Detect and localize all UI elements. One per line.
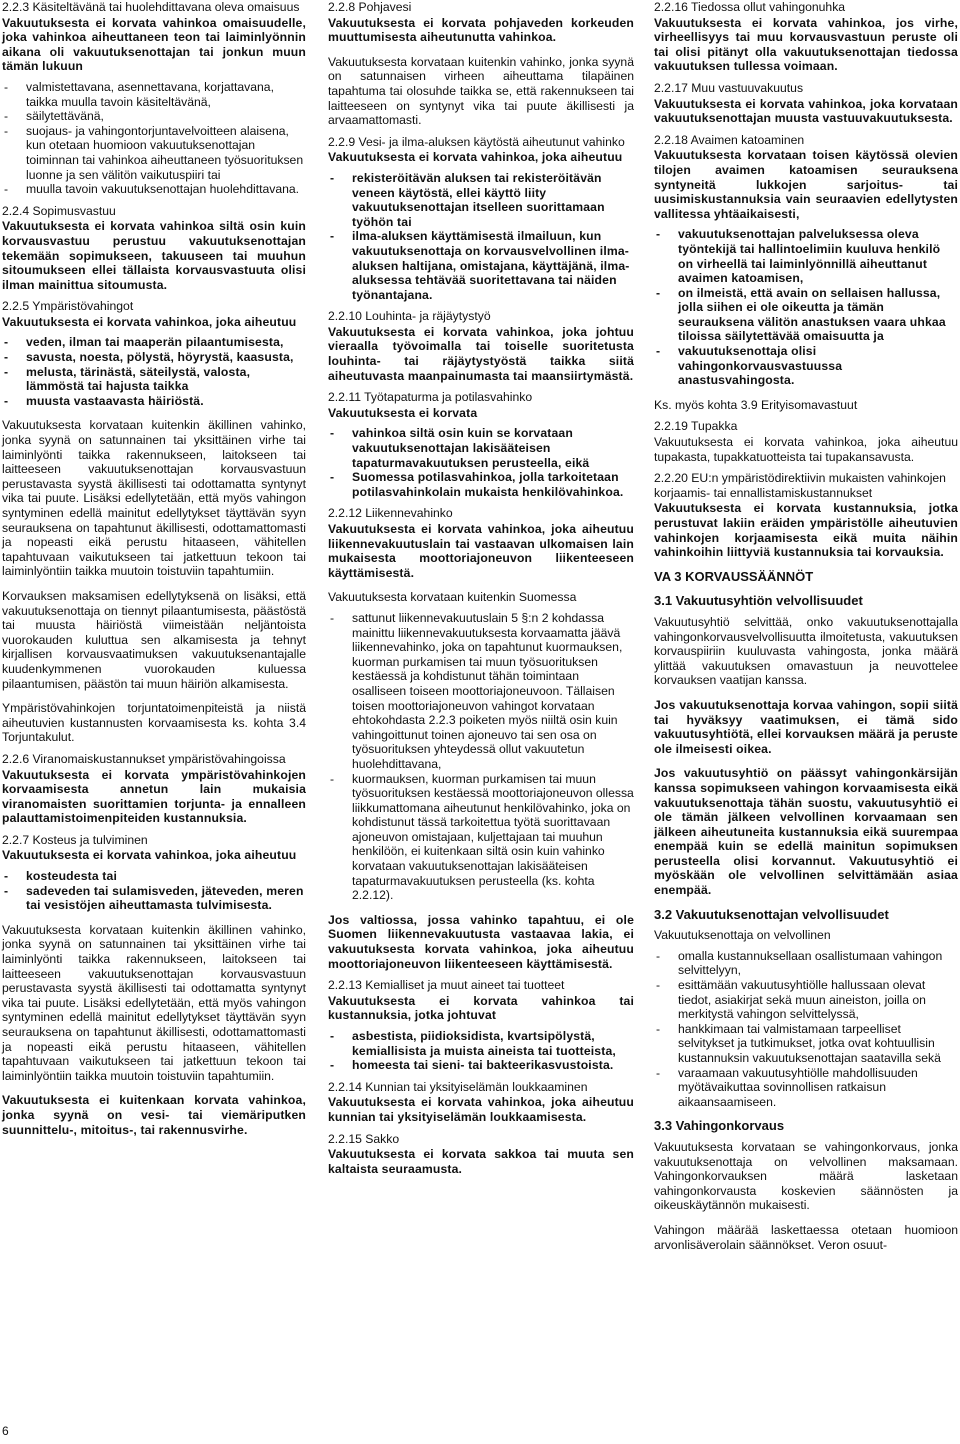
section-heading-3-3: 3.3 Vahingonkorvaus [654, 1118, 785, 1134]
paragraph: Vakuutuksesta ei korvata vahinkoa, joka aiheutuu kunnian tai yksityiselämän loukkaamisesta. [328, 1095, 634, 1124]
list-item: - kosteudesta tai [2, 869, 306, 884]
list-2-2-13 [328, 1029, 634, 1073]
list-2-2-3 [2, 80, 306, 197]
list-item: - savusta, noesta, pölystä, höyrystä, kaasusta, [2, 350, 306, 365]
list-item: - suojaus- ja vahingontorjuntavelvoitteen alaisena, kun otetaan huomioon vakuutuksenottajan toiminnan tai vahinkoa aiheuttaneen työsuorituksen luonne ja sen välitön vaikutuspiiri tai [2, 124, 306, 182]
paragraph: Vakuutuksenottaja on velvollinen [654, 928, 831, 943]
list-item: - omalla kustannuksellaan osallistumaan vahingon selvittelyyn, [654, 949, 958, 978]
section-heading-2-2-11: 2.2.11 Työtapaturma ja potilasvahinko [328, 390, 533, 405]
list-item: - veden, ilman tai maaperän pilaantumisesta, [2, 335, 306, 350]
section-heading-2-2-20: 2.2.20 EU:n ympäristödirektiivin mukaisten vahinkojen korjaamis- tai ennallistamiskustannukset [654, 471, 946, 500]
paragraph: Jos valtiossa, jossa vahinko tapahtuu, ei ole Suomen liikennevakuutusta vastaavaa lakia, ei vakuutuksesta korvata vahinkoa, joka aiheutuu moottoriajoneuvon liikenteeseen käyttämisestä. [328, 912, 634, 971]
section-heading-2-2-17: 2.2.17 Muu vastuuvakuutus [654, 80, 804, 95]
section-heading-2-2-9: 2.2.9 Vesi- ja ilma-aluksen käytöstä aiheutunut vahinko [328, 134, 625, 149]
list-item: - säilytettävänä, [2, 109, 306, 124]
paragraph: Vakuutuksesta ei kuitenkaan korvata vahinkoa, jonka syynä on vesi- tai viemäriputken suunnittelu-, mitoitus-, tai rakennusvirhe. [2, 1093, 306, 1137]
paragraph: Vakuutuksesta ei korvata vahinkoa, joka aiheutuu [328, 150, 623, 165]
column-1 [2, 0, 306, 1143]
section-heading-3-1: 3.1 Vakuutusyhtiön velvollisuudet [654, 593, 863, 609]
list-2-2-11 [328, 426, 634, 499]
list-2-2-9 [328, 171, 634, 302]
paragraph: Vakuutuksesta ei korvata vahinkoa, joka aiheutuu tupakasta, tupakkatuotteista tai tupakansavusta. [654, 435, 958, 464]
list-item: - Suomessa potilasvahinkoa, jolla tarkoitetaan potilasvahinkolain mukaista henkilövahinkoa. [328, 470, 634, 499]
section-heading-2-2-14: 2.2.14 Kunnian tai yksityiselämän loukkaaminen [328, 1079, 588, 1094]
list-item: - valmistettavana, asennettavana, korjattavana, taikka muulla tavoin käsiteltävänä, [2, 80, 306, 109]
list-item: - rekisteröitävän aluksen tai rekisteröitävän veneen käytöstä, ellei käyttö liity vakuutuksenottajan itselleen suorittamaan työhön tai [328, 171, 634, 229]
list-item: - ilma-aluksen käyttämisestä ilmailuun, kun vakuutuksenottaja on korvausvelvollinen ilma-aluksen haltijana, omistajana, käyttäjänä, ilma-aluksessa tehtävää suoritettavana tai näiden työnantajana. [328, 229, 634, 302]
paragraph: Vakuutuksesta ei korvata vahinkoa, joka aiheutuu [2, 314, 297, 329]
paragraph: Vakuutusyhtiö selvittää, onko vakuutuksenottajalla vahingonkorvausvelvollisuutta ilmoitetusta, vakuutuksen korvauspiiriin kuuluvasta vahingosta, jonka määrä ylittää vakuutuksen omavastuun ja neuvottelee korvauksen vaatijan kanssa. [654, 614, 958, 688]
section-heading-2-2-15: 2.2.15 Sakko [328, 1131, 400, 1146]
list-item: - vakuutuksenottaja olisi vahingonkorvausvastuussa anastusvahingosta. [654, 344, 958, 388]
paragraph: Ympäristövahinkojen torjuntatoimenpiteistä ja niistä aiheutuvien kustannusten korvaamisesta ks. kohta 3.4 Torjuntakulut. [2, 701, 306, 745]
section-heading-2-2-16: 2.2.16 Tiedossa ollut vahingonuhka [654, 0, 846, 14]
list-item: - asbestista, piidioksidista, kvartsipölystä, kemiallisista ja muista aineista tai tuotteista, [328, 1029, 634, 1058]
list-item: - on ilmeistä, että avain on sellaisen hallussa, jolla siihen ei ole oikeutta ja tämän seurauksena välitön anastuksen vaara uhkaa tiloissa säilytettävää omaisuutta ja [654, 286, 958, 344]
list-item: - muusta vastaavasta häiriöstä. [2, 394, 306, 409]
paragraph: Vakuutuksesta korvataan kuitenkin vahinko, jonka syynä on satunnaisen virheen aiheuttama tilapäinen tapahtuma tai olosuhde taikka se, että rakennukseen tai laitteeseen on syntynyt vika tai puute äkillisesti ja arvaamattomasti. [328, 54, 634, 128]
paragraph: Vakuutuksesta ei korvata vahinkoa, joka johtuu vieraalla työvoimalla tai toiselle suoritetusta louhinta- tai räjäytystyöstä taikka siitä aiheutuvasta maanpainumasta tai maansiirtymästä. [328, 324, 634, 383]
paragraph: Jos vakuutusyhtiö on päässyt vahingonkärsijän kanssa sopimukseen vahingon korvaamisesta eikä vakuutuksenottaja tähän suostu, vakuutusyhtiö ei ole tämän jälkeen velvollinen korvaamaan sen jälkeen aiheutuneita kustannuksia eikä suurempaa enempää kuin se edellä mainitun sopimuksen perusteella olisi korvannut. Vakuutusyhtiö ei myöskään ole velvollinen selvittämään asiaa enempää. [654, 766, 958, 898]
list-item: - melusta, tärinästä, säteilystä, valosta, lämmöstä tai hajusta taikka [2, 365, 306, 394]
list-item: - homeesta tai sieni- tai bakteerikasvustoista. [328, 1058, 634, 1073]
paragraph: Vakuutuksesta ei korvata vahinkoa siltä osin kuin korvausvastuu perustuu vakuutuksenottajan tekemään sopimukseen, takuuseen tai muuhun sitoumukseen ellei tällaista korvausvastuuta olisi ilman mainittua sitoumusta. [2, 219, 306, 292]
paragraph: Vakuutuksesta ei korvata vahinkoa omaisuudelle, joka vahinkoa aiheuttaneen teon tai laiminlyönnin aikana oli vakuutuksenottajan tai jonkun muun tämän lukuun [2, 15, 306, 74]
list-item: - kuormauksen, kuorman purkamisen tai muun työsuorituksen kestäessä moottoriajoneuvon ollessa liikkumattomana aiheutunut henkilövahinko, joka on kohdistunut tässä tarkoitettua työtä suorittavaan ajoneuvon omistajaan, kuljettajaan tai muuhun henkilöön, ei kuitenkaan siltä osin kuin vahinko korvataan vakuutuksenottajan lakisääteisen tapaturmavakuutuksen perusteella (ks. kohta 2.2.12). [328, 772, 634, 903]
paragraph: Vakuutuksesta ei korvata sakkoa tai muuta sen kaltaista seuraamusta. [328, 1147, 634, 1176]
section-heading-2-2-12: 2.2.12 Liikennevahinko [328, 506, 453, 521]
section-heading-2-2-4: 2.2.4 Sopimusvastuu [2, 203, 116, 218]
paragraph: Ks. myös kohta 3.9 Erityisomavastuut [654, 397, 858, 412]
section-heading-2-2-6: 2.2.6 Viranomaiskustannukset ympäristövahingoissa [2, 751, 286, 766]
paragraph: Vakuutuksesta korvataan kuitenkin äkillinen vahinko, jonka syynä on satunnainen tai yksittäinen virhe tai laiminlyönti taikka rakennukseen, laitokseen tai laitteeseen vakuutuksenottajan korvausvastuun perustavasta syystä äkillisesti tai odottamatta syntynyt vika tai puute. Lisäksi edellytetään, että myös vahingon syntyminen edellä mainitut edellytykset täyttävän syyn seurauksena on tapahtunut äkillisesti, odottamattomasti ja nopeasti eikä perustu hitaaseen, vähitellen tapahtuvaan vaikutukseen tai jatkettuun tekoon tai laiminlyöntiin taikka muutoin toistuviin tapahtumiin. [2, 922, 306, 1083]
list-3-2 [654, 949, 958, 1110]
list-item: - muulla tavoin vakuutuksenottajan huolehdittavana. [2, 182, 306, 197]
paragraph: Vahingon määrää laskettaessa otetaan huomioon arvonlisäverolain säännökset. Veron osuut- [654, 1222, 958, 1252]
list-2-2-7 [2, 869, 306, 913]
paragraph: Vakuutuksesta ei korvata vahinkoa, joka aiheutuu [2, 848, 297, 863]
paragraph: Vakuutuksesta korvataan kuitenkin äkillinen vahinko, jonka syynä on satunnainen tai yksittäinen virhe tai laiminlyönti taikka rakennukseen, laitokseen tai laitteeseen vakuutuksenottajan korvausvastuun perustavasta syystä äkillisesti tai odottamatta syntynyt vika tai puute. Lisäksi edellytetään, että myös vahingon syntyminen edellä mainitut edellytykset täyttävän syyn seurauksena on tapahtunut äkillisesti, odottamattomasti ja nopeasti eikä perustu hitaaseen, vähitellen tapahtuvaan vaikutukseen tai jatkettuun tekoon tai laiminlyöntiin taikka muutoin toistuviin tapahtumiin. [2, 418, 306, 579]
section-heading-2-2-18: 2.2.18 Avaimen katoaminen [654, 132, 805, 147]
section-heading-2-2-5: 2.2.5 Ympäristövahingot [2, 299, 134, 314]
section-heading-2-2-10: 2.2.10 Louhinta- ja räjäytystyö [328, 309, 491, 324]
list-item: - sattunut liikennevakuutuslain 5 §:n 2 kohdassa mainittu liikennevakuutuksesta korvaamatta jäävä liikennevahinko, joka on tapahtunut kuormauksen, kuorman purkamisen tai muun työsuorituksen kestäessä ja kohdistunut tähän toimintaan osalliseen toiseen moottoriajoneuvoon. Tällaisen toisen moottoriajoneuvon vahingot korvataan ehtokohdasta 2.2.3 poiketen myös niiltä osin kuin vahingoittunut toinen ajoneuvo tai sen osa on työsuorituksen yhteydessä ollut vakuutetun huolehdittavana, [328, 611, 634, 772]
paragraph: Vakuutuksesta ei korvata vahinkoa, jos virhe, virheellisyys tai muu korvausvastuun peruste oli tai olisi pitänyt olla vakuutuksenottajan tiedossa vakuutuksen tullessa voimaan. [654, 15, 958, 74]
section-heading-2-2-7: 2.2.7 Kosteus ja tulviminen [2, 832, 148, 847]
section-heading-2-2-8: 2.2.8 Pohjavesi [328, 0, 412, 14]
paragraph: Vakuutuksesta ei korvata vahinkoa tai kustannuksia, jotka johtuvat [328, 993, 634, 1023]
paragraph: Vakuutuksesta korvataan se vahingonkorvaus, jonka vakuutuksenottaja on velvollinen maksamaan. Vahingonkorvauksen määrä lasketaan vahingonkorvausta koskevien säännösten ja oikeuskäytännön mukaisesti. [654, 1139, 958, 1213]
list-item: - esittämään vakuutusyhtiölle hallussaan olevat tiedot, asiakirjat sekä muun aineiston, joilla on merkitystä vahingon selvittelyssä, [654, 978, 958, 1022]
paragraph: Vakuutuksesta korvataan kuitenkin Suomessa [328, 590, 577, 605]
chapter-heading-va3: VA 3 KORVAUSSÄÄNNÖT [654, 568, 814, 584]
paragraph: Korvauksen maksamisen edellytyksenä on lisäksi, että vakuutuksenottaja on tiennyt pilaantumisesta, päästöstä tai muusta häiriöstä viimeistään neljäntoista vuorokauden kuluttua sen alkamisesta ja tehnyt kirjallisen korvausvaatimuksen vakuutuksenantajalle kuudenkymmenen vuorokauden kuluessa pilaantumisen, päästön tai muun häiriön alkamisesta. [2, 588, 306, 691]
list-item: - vakuutuksenottajan palveluksessa oleva työntekijä tai hallintoelimiin kuuluva henkilö on virheellä tai laiminlyönnillä aiheuttanut avaimen katoamisen, [654, 227, 958, 285]
page-number: 6 [2, 1424, 9, 1438]
list-item: - sadeveden tai sulamisveden, jäteveden, meren tai vesistöjen aiheuttamasta tulvimisesta. [2, 884, 306, 913]
list-item: - varaamaan vakuutusyhtiölle mahdollisuuden myötävaikuttaa sovinnollisen ratkaisun aikaansaamiseen. [654, 1066, 958, 1110]
paragraph: Vakuutuksesta ei korvata [328, 405, 478, 420]
list-2-2-18 [654, 227, 958, 388]
section-heading-2-2-3: 2.2.3 Käsiteltävänä tai huolehdittavana oleva omaisuus [2, 0, 300, 14]
column-3 [654, 0, 958, 1258]
list-item: - vahinkoa siltä osin kuin se korvataan vakuutuksenottajan lakisääteisen tapaturmavakuutuksen perusteella, eikä [328, 426, 634, 470]
paragraph: Vakuutuksesta ei korvata kustannuksia, jotka perustuvat lakiin eräiden ympäristölle aiheutuvien vahinkojen korjaamisesta eikä muita näihin vahinkoihin liittyviä kustannuksia tai korvauksia. [654, 501, 958, 560]
paragraph: Vakuutuksesta ei korvata vahinkoa, joka korvataan vakuutuksenottajan muusta vastuuvakuutuksesta. [654, 96, 958, 126]
section-heading-3-2: 3.2 Vakuutuksenottajan velvollisuudet [654, 906, 889, 922]
list-item: - hankkimaan tai valmistamaan tarpeelliset selvitykset ja tutkimukset, jotka ovat kohtuullisin kustannuksin vakuutuksenottajan saatavilla sekä [654, 1022, 958, 1066]
paragraph: Jos vakuutuksenottaja korvaa vahingon, sopii siitä tai hyväksyy vaatimuksen, ei tämä sido vakuutusyhtiötä, ellei korvauksen määrä ja peruste ole ilmeisesti oikea. [654, 697, 958, 756]
section-heading-2-2-19: 2.2.19 Tupakka [654, 419, 738, 434]
section-heading-2-2-13: 2.2.13 Kemialliset ja muut aineet tai tuotteet [328, 978, 565, 993]
paragraph: Vakuutuksesta ei korvata ympäristövahinkojen korvaamisesta annetun lain mukaisia viranomaisten suorittamien torjunta- ja ennalleen palauttamistoimenpiteiden kustannuksia. [2, 767, 306, 826]
paragraph: Vakuutuksesta ei korvata vahinkoa, joka aiheutuu liikennevakuutuslain tai vastaavan ulkomaisen lain mukaisesta moottoriajoneuvon liikenteeseen käyttämisestä. [328, 522, 634, 580]
paragraph: Vakuutuksesta korvataan toisen käytössä olevien tilojen avaimen katoamisen seurauksena syntyneitä lukkojen sarjoitus- tai uusimiskustannuksia vain seuraavien edellytysten vallitessa yhtäaikaisesti, [654, 148, 958, 221]
paragraph: Vakuutuksesta ei korvata pohjaveden korkeuden muuttumisesta aiheutunutta vahinkoa. [328, 15, 634, 45]
column-2 [328, 0, 634, 1182]
list-2-2-5 [2, 335, 306, 408]
list-2-2-12 [328, 611, 634, 903]
